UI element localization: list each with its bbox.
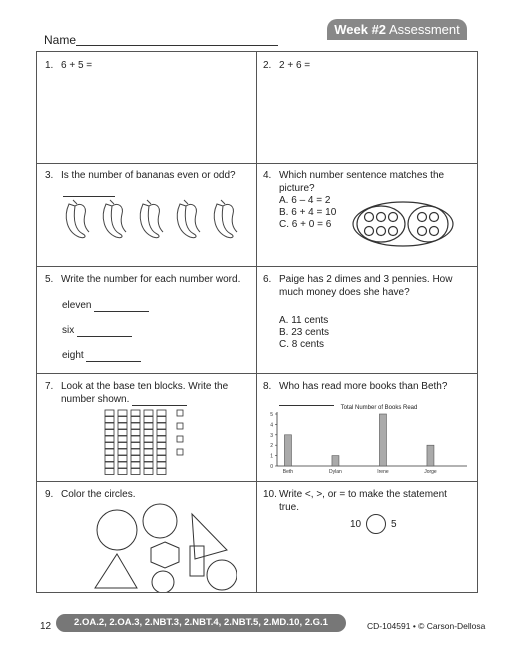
question-number: 7.: [45, 381, 54, 392]
y-tick-label: 1: [270, 453, 273, 460]
banana-icon: [214, 200, 237, 238]
question-7: [45, 380, 255, 406]
week-title: Week #2: [334, 22, 387, 37]
standards-bar: 2.OA.2, 2.OA.3, 2.NBT.3, 2.NBT.4, 2.NBT.5, 2.MD.10, 2.G.1: [56, 614, 346, 632]
option-a[interactable]: A. 11 cents: [279, 315, 329, 326]
y-tick-label: 0: [270, 464, 273, 470]
base-ten-blocks: [103, 408, 213, 478]
y-tick-label: 3: [270, 432, 273, 439]
question-text: 2 + 6 =: [279, 60, 311, 71]
banana-icon: [66, 200, 89, 238]
answer-blank[interactable]: [77, 326, 132, 337]
banana-icon: [103, 200, 126, 238]
question-number: 8.: [263, 381, 272, 392]
bar-irene: [379, 414, 386, 466]
question-9: [45, 488, 135, 501]
option-b[interactable]: B. 6 + 4 = 10: [279, 207, 337, 218]
question-text: Who has read more books than Beth?: [279, 381, 448, 392]
question-grid: [36, 51, 478, 593]
grid-divider: [37, 373, 477, 374]
question-text: picture?: [279, 183, 315, 194]
question-text: Which number sentence matches the: [279, 170, 445, 181]
grid-divider: [37, 481, 477, 482]
circle-shape: [97, 510, 137, 550]
copyright-code: CD-104591 • © Carson-Dellosa: [367, 621, 486, 631]
question-number: 2.: [263, 60, 272, 71]
hexagon-shape: [151, 542, 179, 568]
option-a[interactable]: A. 6 – 4 = 2: [279, 195, 331, 206]
option-c[interactable]: C. 8 cents: [279, 339, 325, 350]
dot-groups-picture: [351, 200, 455, 248]
question-number: 10.: [263, 489, 277, 500]
question-text: true.: [279, 502, 300, 513]
answer-blank[interactable]: [94, 301, 149, 312]
name-label: Name: [44, 33, 77, 47]
number-word: eight: [62, 350, 84, 361]
question-text: much money does she have?: [279, 287, 410, 298]
question-number: 9.: [45, 489, 54, 500]
answer-blank[interactable]: [132, 395, 187, 406]
grid-divider: [37, 266, 477, 267]
question-number: 1.: [45, 60, 54, 71]
ones-cube: [177, 436, 183, 442]
question-text: number shown.: [61, 394, 130, 405]
question-10: [263, 488, 475, 514]
week-assessment-tab: [327, 19, 467, 40]
ones-cube: [177, 410, 183, 416]
tens-rod: [157, 410, 166, 475]
y-tick-label: 2: [270, 443, 273, 450]
circle-shape: [152, 571, 174, 592]
question-number: 6.: [263, 274, 272, 285]
question-number: 3.: [45, 170, 54, 181]
chart-title: Total Number of Books Read: [340, 405, 418, 411]
question-text: Write <, >, or = to make the statement: [279, 489, 447, 500]
tens-rod: [105, 410, 114, 475]
tens-rod: [131, 410, 140, 475]
question-number: 5.: [45, 274, 54, 285]
page-number: 12: [40, 621, 52, 632]
x-tick-label: Dylan: [329, 469, 342, 475]
question-text: Write the number for each number word.: [61, 274, 241, 285]
x-tick-label: Beth: [282, 469, 294, 475]
question-text: Paige has 2 dimes and 3 pennies. How: [279, 274, 453, 285]
bar-jorge: [427, 445, 434, 466]
grid-divider: [37, 163, 477, 164]
ones-cube: [177, 423, 183, 429]
option-c[interactable]: C. 6 + 0 = 6: [279, 219, 332, 230]
y-tick-label: 4: [270, 422, 273, 429]
circle-shape: [143, 504, 177, 538]
question-text: Color the circles.: [61, 489, 136, 500]
bananas-picture: [61, 192, 251, 247]
banana-icon: [177, 200, 200, 238]
answer-blank[interactable]: [86, 351, 141, 362]
number-word: eleven: [62, 300, 92, 311]
question-text: Look at the base ten blocks. Write the: [61, 381, 229, 392]
circle-shape: [207, 560, 237, 590]
question-6: [263, 273, 475, 351]
question-2: [263, 59, 310, 72]
banana-icon: [140, 200, 163, 238]
y-tick-label: 5: [270, 412, 273, 418]
question-text: 6 + 5 =: [61, 60, 93, 71]
question-5: [45, 273, 255, 286]
triangle-shape: [192, 514, 227, 559]
shapes-picture: [87, 502, 237, 592]
books-bar-chart: [259, 402, 473, 478]
number-word: six: [62, 325, 75, 336]
option-b[interactable]: B. 23 cents: [279, 327, 330, 338]
ones-cube: [177, 449, 183, 455]
bar-dylan: [332, 456, 339, 466]
name-line[interactable]: [76, 45, 278, 46]
tens-rod: [118, 410, 127, 475]
bar-beth: [284, 435, 291, 466]
comparison-circle[interactable]: [366, 514, 386, 534]
triangle-shape: [95, 554, 137, 588]
question-1: [45, 59, 92, 72]
number-word-row: [62, 324, 132, 337]
question-number: 4.: [263, 170, 272, 181]
week-subtitle: Assessment: [388, 22, 460, 37]
number-word-row: [62, 299, 149, 312]
number-word-row: [62, 349, 141, 362]
question-text: Is the number of bananas even or odd?: [61, 170, 236, 181]
grid-divider-vertical: [256, 52, 257, 592]
comparison-right: 5: [391, 519, 397, 530]
comparison-left: 10: [350, 519, 362, 530]
rectangle-shape: [190, 546, 204, 576]
x-tick-label: Irene: [377, 469, 389, 475]
tens-rod: [144, 410, 153, 475]
x-tick-label: Jorge: [424, 469, 437, 475]
